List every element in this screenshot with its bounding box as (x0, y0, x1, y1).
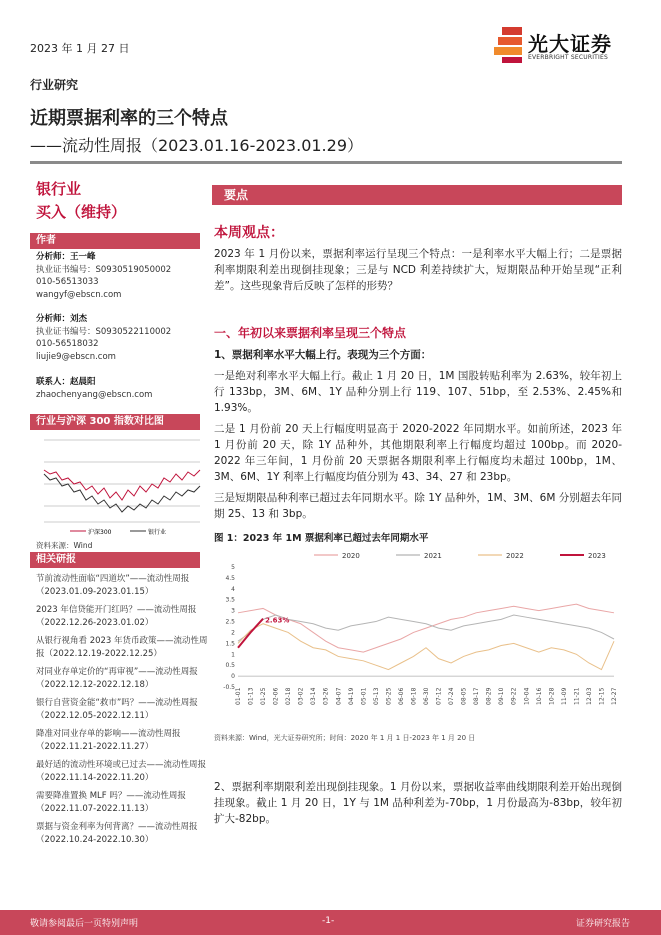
series-line-2023 (238, 619, 263, 648)
paragraph-c: 三是短期限品种利率已超过去年同期水平。除 1Y 品种外，1M、3M、6M 分别超去年同期 25、13 和 3bp。 (214, 492, 622, 520)
related-item[interactable]: 节前流动性面临“四道坎”——流动性周报（2023.01.09-2023.01.15） (36, 574, 190, 597)
contact (36, 376, 201, 401)
title-divider (30, 161, 622, 164)
y-tick-label: 0.5 (225, 662, 235, 670)
y-tick-label: 2 (231, 629, 235, 637)
x-tick-label: 12-03 (585, 687, 593, 705)
paragraph-b: 二是 1 月份前 20 天上行幅度明显高于 2020-2022 年同期水平。如前所述，2023 年 1 月份前 20 天，除 1Y 品种外，其他期限利率上行幅度均超过 100bp。而 2020-2022 年三年间，1 月份前 20 天票据各期限利率上行幅度均未超过 100bp，1M、3M、6M、1Y 利率上行幅度均值分别为 43、34、27 和 23bp。 (214, 423, 622, 483)
figure-title: 图 1：2023 年 1M 票据利率已超过去年同期水平 (214, 533, 429, 544)
legend-label: 2021 (424, 552, 442, 560)
analyst-name: 分析师：王一峰 (36, 252, 96, 262)
keypoints-header: 要点 (212, 185, 622, 205)
x-tick-label: 01-13 (247, 687, 255, 705)
x-tick-label: 05-13 (372, 687, 380, 705)
x-tick-label: 01-01 (235, 687, 242, 705)
legend-bank: 银行业 (148, 529, 167, 536)
annotation-label: 2.63% (265, 616, 290, 625)
x-tick-label: 05-25 (385, 687, 393, 705)
footer-label: 证券研究报告 (576, 919, 631, 929)
x-tick-label: 06-30 (423, 687, 430, 705)
section-tag: 行业研究 (30, 78, 79, 92)
logo-subtext: EVERBRIGHT SECURITIES (528, 54, 608, 61)
x-tick-label: 04-19 (347, 687, 355, 705)
related-item[interactable]: 对同业存单定价的“再审视”——流动性周报（2022.12.12-2022.12.18） (36, 667, 198, 690)
page-number: -1- (322, 916, 335, 926)
y-tick-label: 1.5 (225, 640, 235, 648)
related-item[interactable]: 2023 年信贷能开门红吗？——流动性周报（2022.12.26-2023.01.02） (36, 605, 197, 628)
figure-1-chart (214, 545, 622, 730)
x-tick-label: 10-04 (523, 687, 531, 705)
related-item[interactable]: 最好适的流动性环境或已过去——流动性周报（2022.11.14-2022.11.20） (36, 760, 207, 783)
related-item[interactable]: 从银行视角看 2023 年货币政策——流动性周报（2022.12.19-2022.12.25） (36, 636, 208, 659)
y-tick-label: 3.5 (225, 596, 235, 604)
view-paragraph: 2023 年 1 月份以来，票据利率运行呈现三个特点：一是利率水平大幅上行；二是票据利率期限利差出现倒挂现象；三是与 NCD 利差持续扩大，短期限品种开始呈现“正利差”。这些现象背后反映了怎样的形势？ (214, 248, 622, 292)
x-tick-label: 07-24 (448, 687, 456, 705)
x-tick-label: 08-05 (460, 687, 468, 705)
y-tick-label: 0 (231, 673, 235, 681)
related-header: 相关研报 (30, 552, 200, 568)
paragraph-a: 一是绝对利率水平大幅上行。截止 1 月 20 日，1M 国股转贴利率为 2.63%，较年初上行 133bp，3M、6M、1Y 品种分别上行 119、107、51bp，至 2.53%、2.45%和 1.93%。 (214, 370, 622, 414)
related-item[interactable]: 票据与资金利率为何背离？——流动性周报（2022.10.24-2022.10.30） (36, 822, 198, 845)
series-line-2020 (238, 604, 614, 652)
y-tick-label: -0.5 (223, 684, 235, 691)
x-tick-label: 03-02 (297, 687, 305, 705)
x-tick-label: 08-29 (485, 687, 493, 705)
y-tick-label: 3 (231, 607, 235, 615)
view-heading: 本周观点： (214, 225, 284, 241)
related-item[interactable]: 需要降准置换 MLF 吗？——流动性周报（2022.11.07-2022.11.13） (36, 791, 186, 814)
x-tick-label: 06-18 (410, 687, 418, 705)
legend-label: 2023 (588, 552, 606, 560)
x-tick-label: 03-14 (310, 687, 318, 705)
x-tick-label: 12-27 (611, 687, 618, 705)
series-line-2022 (238, 624, 614, 670)
page-title: 近期票据利率的三个特点 (30, 108, 228, 129)
index-chart-header: 行业与沪深 300 指数对比图 (30, 414, 200, 430)
analyst-name: 分析师：刘杰 (36, 314, 88, 324)
x-tick-label: 06-06 (397, 687, 405, 705)
y-tick-label: 4 (231, 585, 235, 593)
x-tick-label: 02-18 (285, 687, 293, 705)
x-tick-label: 04-07 (335, 687, 343, 705)
figure-source: 资料来源：Wind，光大证券研究所；时间：2020 年 1 月 1 日-2023 年 1 月 20 日 (214, 734, 476, 742)
legend-label: 2020 (342, 552, 360, 560)
x-tick-label: 11-21 (573, 687, 581, 705)
y-tick-label: 5 (231, 564, 235, 571)
rating: 买入（维持） (36, 203, 127, 221)
x-tick-label: 02-06 (272, 687, 280, 705)
paragraph-d: 2、票据利率期限利差出现倒挂现象。1 月份以来，票据收益率曲线期限利差开始出现倒挂现象。截止 1 月 20 日，1Y 与 1M 品种利差为-70bp，1 月份最高为-83bp，较年初扩大-82bp。 (214, 781, 622, 825)
index-line-bank (44, 474, 200, 512)
y-tick-label: 4.5 (225, 574, 235, 582)
legend-hs300: 沪深300 (88, 529, 112, 536)
author-header: 作者 (30, 233, 200, 249)
analyst-2 (36, 313, 201, 363)
x-tick-label: 09-10 (498, 687, 506, 705)
footer-disclaimer[interactable]: 敬请参阅最后一页特别声明 (30, 919, 139, 929)
legend-label: 2022 (506, 552, 524, 560)
index-source: 资料来源：Wind (36, 541, 93, 550)
analyst-email[interactable]: wangyf@ebscn.com (36, 289, 122, 300)
x-tick-label: 08-17 (473, 687, 481, 705)
analyst-cert: 执业证书编号：S0930519050002 (36, 264, 172, 275)
x-tick-label: 09-22 (510, 687, 518, 705)
page-subtitle: ——流动性周报（2023.01.16-2023.01.29） (30, 136, 363, 155)
analyst-email[interactable]: liujie9@ebscn.com (36, 351, 116, 362)
logo-text: 光大证券 (528, 32, 612, 56)
report-date: 2023 年 1 月 27 日 (30, 42, 130, 55)
x-tick-label: 01-25 (260, 687, 268, 705)
analyst-phone: 010-56513033 (36, 277, 99, 287)
sector-name: 银行业 (36, 180, 82, 198)
index-line-hs300 (44, 470, 200, 500)
x-tick-label: 10-28 (548, 687, 556, 705)
y-tick-label: 2.5 (225, 618, 235, 626)
x-tick-label: 07-12 (435, 687, 443, 705)
point-1-heading: 1、票据利率水平大幅上行。表现为三个方面： (214, 349, 432, 361)
logo-icon (492, 25, 526, 65)
related-list (36, 573, 208, 846)
related-item[interactable]: 降准对同业存单的影响——流动性周报（2022.11.21-2022.11.27） (36, 729, 181, 752)
x-tick-label: 03-26 (322, 687, 330, 705)
contact-email[interactable]: zhaochenyang@ebscn.com (36, 389, 153, 400)
x-tick-label: 05-01 (360, 687, 368, 705)
analyst-cert: 执业证书编号：S0930522110002 (36, 326, 172, 337)
analyst-1 (36, 251, 201, 301)
x-tick-label: 12-15 (598, 687, 606, 705)
x-tick-label: 10-16 (535, 687, 543, 705)
y-tick-label: 1 (231, 651, 235, 659)
contact-name: 联系人：赵晨阳 (36, 377, 96, 387)
index-comparison-chart (30, 434, 202, 538)
analyst-phone: 010-56518032 (36, 339, 99, 349)
related-item[interactable]: 银行自营资金能“救市”吗？——流动性周报（2022.12.05-2022.12.11） (36, 698, 198, 721)
section-heading-1: 一、年初以来票据利率呈现三个特点 (214, 326, 407, 340)
x-tick-label: 11-09 (560, 687, 568, 705)
